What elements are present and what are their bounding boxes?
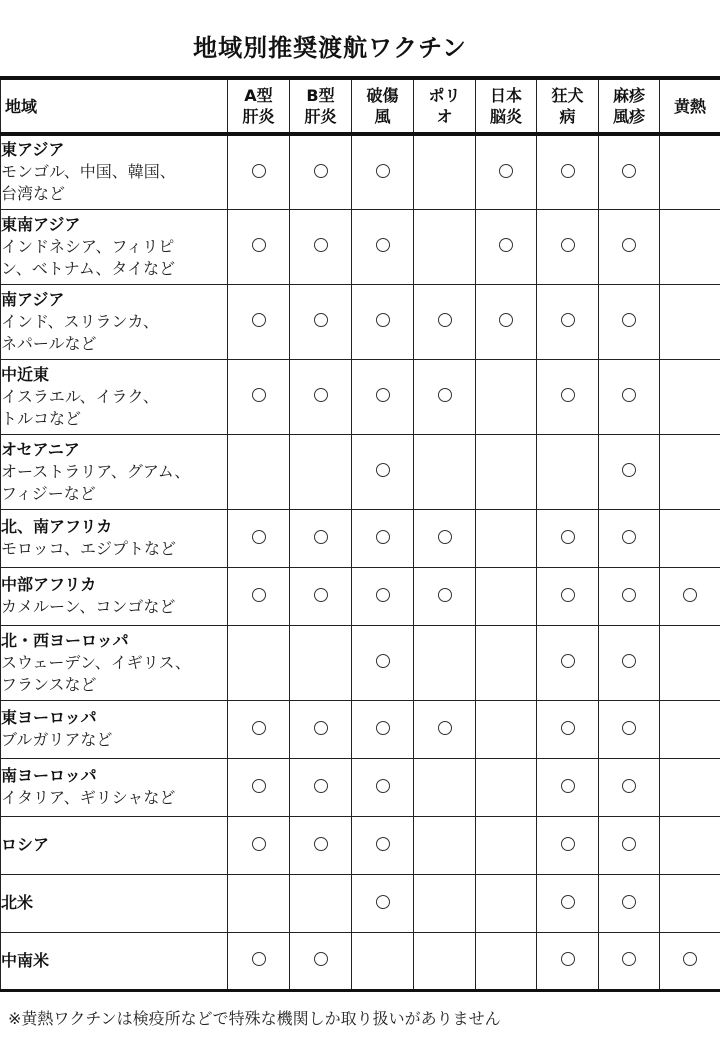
vaccine-cell — [476, 874, 537, 932]
vaccine-cell — [414, 209, 476, 284]
vaccine-cell — [414, 359, 476, 434]
recommended-circle-icon — [376, 721, 390, 735]
recommended-circle-icon — [561, 238, 575, 252]
vaccine-cell — [352, 209, 414, 284]
recommended-circle-icon — [438, 530, 452, 544]
vaccine-cell — [476, 625, 537, 700]
vaccine-cell — [352, 625, 414, 700]
vaccine-cell — [414, 874, 476, 932]
vaccine-cell — [228, 134, 290, 209]
recommended-circle-icon — [499, 313, 513, 327]
vaccine-cell — [414, 700, 476, 758]
vaccine-cell — [352, 874, 414, 932]
recommended-circle-icon — [622, 164, 636, 178]
vaccine-cell — [660, 567, 720, 625]
vaccine-cell — [290, 758, 352, 816]
recommended-circle-icon — [314, 779, 328, 793]
recommended-circle-icon — [376, 313, 390, 327]
vaccine-cell — [352, 284, 414, 359]
vaccine-cell — [414, 567, 476, 625]
table-row — [1, 284, 720, 359]
vaccine-cell — [476, 284, 537, 359]
recommended-circle-icon — [314, 238, 328, 252]
vaccine-table — [0, 76, 720, 992]
region-name: 北米 — [1, 893, 34, 912]
region-cell — [1, 359, 228, 434]
vaccine-name-line1: ポリ — [428, 86, 461, 105]
vaccine-cell — [599, 932, 660, 990]
vaccine-cell — [228, 509, 290, 567]
vaccine-cell — [660, 209, 720, 284]
region-name: オセアニア — [1, 439, 80, 459]
vaccine-cell — [290, 509, 352, 567]
recommended-circle-icon — [314, 164, 328, 178]
recommended-circle-icon — [561, 837, 575, 851]
vaccine-cell — [599, 134, 660, 209]
vaccine-cell — [537, 816, 599, 874]
table-row — [1, 509, 720, 567]
region-name: 東南アジア — [1, 214, 81, 234]
recommended-circle-icon — [622, 779, 636, 793]
vaccine-cell — [290, 359, 352, 434]
vaccine-column-header — [599, 78, 660, 134]
vaccine-cell — [599, 700, 660, 758]
region-examples: ブルガリアなど — [1, 730, 113, 749]
vaccine-cell — [660, 700, 720, 758]
vaccine-cell — [414, 816, 476, 874]
vaccine-cell — [352, 567, 414, 625]
recommended-circle-icon — [314, 388, 328, 402]
vaccine-cell — [414, 932, 476, 990]
vaccine-column-header — [660, 78, 720, 134]
vaccine-name-line1: 狂犬 — [551, 86, 584, 105]
vaccine-cell — [537, 359, 599, 434]
recommended-circle-icon — [561, 313, 575, 327]
region-name: 東ヨーロッパ — [1, 708, 97, 727]
vaccine-cell — [476, 700, 537, 758]
table-row — [1, 874, 720, 932]
recommended-circle-icon — [376, 388, 390, 402]
vaccine-cell — [352, 359, 414, 434]
vaccine-cell — [228, 359, 290, 434]
vaccine-cell — [660, 816, 720, 874]
recommended-circle-icon — [438, 721, 452, 735]
vaccine-cell — [414, 509, 476, 567]
vaccine-cell — [476, 509, 537, 567]
table-row — [1, 567, 720, 625]
recommended-circle-icon — [314, 313, 328, 327]
vaccine-cell — [228, 434, 290, 509]
recommended-circle-icon — [561, 779, 575, 793]
recommended-circle-icon — [376, 238, 390, 252]
recommended-circle-icon — [252, 530, 266, 544]
recommended-circle-icon — [252, 388, 266, 402]
recommended-circle-icon — [438, 313, 452, 327]
region-examples: インドネシア、フィリピ ン、ベトナム、タイなど — [1, 236, 176, 278]
vaccine-cell — [599, 567, 660, 625]
vaccine-cell — [599, 359, 660, 434]
region-name: 北・西ヨーロッパ — [1, 630, 129, 650]
recommended-circle-icon — [499, 164, 513, 178]
vaccine-cell — [476, 359, 537, 434]
vaccine-cell — [228, 874, 290, 932]
recommended-circle-icon — [561, 895, 575, 909]
recommended-circle-icon — [561, 164, 575, 178]
vaccine-cell — [290, 700, 352, 758]
recommended-circle-icon — [561, 530, 575, 544]
recommended-circle-icon — [376, 779, 390, 793]
vaccine-name-line2: 風 — [374, 107, 391, 126]
recommended-circle-icon — [561, 654, 575, 668]
region-name: 中南米 — [1, 950, 50, 970]
recommended-circle-icon — [252, 313, 266, 327]
vaccine-name-line2: 肝炎 — [304, 107, 337, 126]
recommended-circle-icon — [252, 779, 266, 793]
vaccine-name-line2: 風疹 — [612, 107, 645, 126]
vaccine-cell — [228, 625, 290, 700]
recommended-circle-icon — [314, 530, 328, 544]
vaccine-cell — [660, 625, 720, 700]
vaccine-cell — [537, 284, 599, 359]
vaccine-cell — [537, 509, 599, 567]
recommended-circle-icon — [622, 313, 636, 327]
vaccine-cell — [290, 816, 352, 874]
vaccine-cell — [290, 625, 352, 700]
region-cell — [1, 509, 228, 567]
region-cell — [1, 625, 228, 700]
region-examples: イタリア、ギリシャなど — [1, 788, 176, 807]
footnote: ※黄熱ワクチンは検疫所などで特殊な機関しか取り扱いがありません — [8, 1009, 501, 1028]
region-cell — [1, 209, 228, 284]
vaccine-cell — [537, 209, 599, 284]
vaccine-cell — [476, 134, 537, 209]
vaccine-cell — [352, 700, 414, 758]
recommended-circle-icon — [314, 588, 328, 602]
vaccine-name-line1: 黄熱 — [673, 96, 706, 116]
vaccine-cell — [537, 700, 599, 758]
recommended-circle-icon — [622, 238, 636, 252]
recommended-circle-icon — [314, 721, 328, 735]
table-row — [1, 625, 720, 700]
vaccine-name-line1: 日本 — [489, 86, 522, 105]
vaccine-cell — [660, 932, 720, 990]
recommended-circle-icon — [252, 721, 266, 735]
vaccine-cell — [414, 758, 476, 816]
vaccine-column-header — [414, 78, 476, 134]
vaccine-cell — [537, 932, 599, 990]
region-examples: オーストラリア、グアム、 フィジーなど — [1, 461, 191, 503]
vaccine-cell — [599, 625, 660, 700]
vaccine-cell — [228, 758, 290, 816]
recommended-circle-icon — [561, 721, 575, 735]
recommended-circle-icon — [314, 837, 328, 851]
recommended-circle-icon — [438, 588, 452, 602]
region-cell — [1, 434, 228, 509]
recommended-circle-icon — [376, 463, 390, 477]
vaccine-name-line1: 麻疹 — [612, 86, 645, 105]
vaccine-cell — [352, 758, 414, 816]
vaccine-cell — [352, 509, 414, 567]
region-name: ロシア — [1, 835, 50, 854]
vaccine-cell — [599, 434, 660, 509]
table-row — [1, 434, 720, 509]
recommended-circle-icon — [622, 837, 636, 851]
vaccine-cell — [537, 625, 599, 700]
recommended-circle-icon — [622, 388, 636, 402]
vaccine-cell — [476, 209, 537, 284]
region-examples: スウェーデン、イギリス、 フランスなど — [1, 652, 191, 694]
recommended-circle-icon — [561, 952, 575, 966]
vaccine-cell — [537, 434, 599, 509]
region-cell — [1, 758, 228, 816]
recommended-circle-icon — [252, 952, 266, 966]
table-header-row — [1, 78, 720, 134]
region-cell — [1, 284, 228, 359]
vaccine-cell — [352, 134, 414, 209]
recommended-circle-icon — [561, 388, 575, 402]
region-examples: モロッコ、エジプトなど — [1, 539, 177, 558]
vaccine-cell — [476, 816, 537, 874]
vaccine-cell — [290, 567, 352, 625]
vaccine-cell — [660, 134, 720, 209]
vaccine-cell — [537, 758, 599, 816]
recommended-circle-icon — [622, 463, 636, 477]
vaccine-cell — [660, 874, 720, 932]
vaccine-column-header — [537, 78, 599, 134]
recommended-circle-icon — [252, 588, 266, 602]
vaccine-cell — [228, 932, 290, 990]
vaccine-name-line1: 破傷 — [366, 86, 399, 105]
table-row — [1, 932, 720, 990]
vaccine-cell — [290, 932, 352, 990]
region-name: 東アジア — [1, 140, 65, 160]
vaccine-cell — [290, 874, 352, 932]
recommended-circle-icon — [683, 952, 697, 966]
table-row — [1, 134, 720, 209]
table-row — [1, 758, 720, 816]
recommended-circle-icon — [622, 530, 636, 544]
table-row — [1, 816, 720, 874]
region-name: 南アジア — [1, 289, 65, 309]
table-row — [1, 700, 720, 758]
vaccine-name-line1: B型 — [306, 86, 335, 105]
vaccine-cell — [228, 700, 290, 758]
recommended-circle-icon — [438, 388, 452, 402]
vaccine-cell — [476, 932, 537, 990]
vaccine-cell — [660, 359, 720, 434]
vaccine-cell — [352, 434, 414, 509]
region-cell — [1, 134, 228, 209]
vaccine-name-line2: オ — [436, 107, 453, 126]
region-examples: イスラエル、イラク、 トルコなど — [1, 386, 159, 428]
region-examples: カメルーン、コンゴなど — [1, 597, 176, 616]
vaccine-cell — [599, 209, 660, 284]
vaccine-cell — [476, 758, 537, 816]
recommended-circle-icon — [376, 654, 390, 668]
vaccine-cell — [414, 625, 476, 700]
recommended-circle-icon — [376, 530, 390, 544]
region-name: 中近東 — [1, 364, 50, 384]
vaccine-column-header — [476, 78, 537, 134]
vaccine-name-line1: A型 — [244, 86, 273, 105]
region-examples: モンゴル、中国、韓国、 台湾など — [1, 162, 176, 204]
region-name: 北、南アフリカ — [1, 517, 113, 536]
region-cell — [1, 874, 228, 932]
vaccine-name-line2: 脳炎 — [489, 107, 522, 126]
vaccine-column-header — [290, 78, 352, 134]
recommended-circle-icon — [561, 588, 575, 602]
vaccine-cell — [599, 816, 660, 874]
vaccine-cell — [290, 434, 352, 509]
vaccine-cell — [660, 509, 720, 567]
vaccine-cell — [414, 434, 476, 509]
page-title: 地域別推奨渡航ワクチン — [193, 34, 467, 62]
vaccine-cell — [599, 284, 660, 359]
table-body — [1, 134, 720, 990]
vaccine-cell — [228, 816, 290, 874]
vaccine-cell — [228, 284, 290, 359]
recommended-circle-icon — [252, 238, 266, 252]
recommended-circle-icon — [622, 952, 636, 966]
vaccine-cell — [660, 434, 720, 509]
region-examples: インド、スリランカ、 ネパールなど — [1, 311, 159, 353]
vaccine-column-header — [228, 78, 290, 134]
region-cell — [1, 932, 228, 990]
vaccine-cell — [599, 758, 660, 816]
region-cell — [1, 816, 228, 874]
vaccine-cell — [228, 567, 290, 625]
recommended-circle-icon — [376, 164, 390, 178]
vaccine-cell — [537, 567, 599, 625]
vaccine-cell — [290, 284, 352, 359]
region-name: 中部アフリカ — [1, 575, 97, 594]
vaccine-cell — [290, 209, 352, 284]
table-row — [1, 359, 720, 434]
recommended-circle-icon — [683, 588, 697, 602]
recommended-circle-icon — [622, 588, 636, 602]
vaccine-cell — [537, 874, 599, 932]
recommended-circle-icon — [622, 895, 636, 909]
region-cell — [1, 567, 228, 625]
recommended-circle-icon — [499, 238, 513, 252]
recommended-circle-icon — [376, 588, 390, 602]
vaccine-cell — [414, 134, 476, 209]
recommended-circle-icon — [622, 721, 636, 735]
vaccine-column-header — [352, 78, 414, 134]
recommended-circle-icon — [376, 837, 390, 851]
recommended-circle-icon — [252, 164, 266, 178]
recommended-circle-icon — [314, 952, 328, 966]
region-cell — [1, 700, 228, 758]
recommended-circle-icon — [252, 837, 266, 851]
vaccine-name-line2: 病 — [559, 107, 576, 126]
vaccine-cell — [414, 284, 476, 359]
recommended-circle-icon — [376, 895, 390, 909]
vaccine-cell — [660, 758, 720, 816]
recommended-circle-icon — [622, 654, 636, 668]
vaccine-cell — [599, 509, 660, 567]
vaccine-cell — [537, 134, 599, 209]
vaccine-cell — [476, 434, 537, 509]
vaccine-cell — [352, 932, 414, 990]
vaccine-cell — [352, 816, 414, 874]
vaccine-cell — [290, 134, 352, 209]
region-column-header: 地域 — [1, 78, 228, 134]
table-row — [1, 209, 720, 284]
vaccine-cell — [599, 874, 660, 932]
vaccine-cell — [660, 284, 720, 359]
vaccine-cell — [476, 567, 537, 625]
region-name: 南ヨーロッパ — [1, 766, 97, 785]
vaccine-cell — [228, 209, 290, 284]
vaccine-name-line2: 肝炎 — [242, 107, 275, 126]
